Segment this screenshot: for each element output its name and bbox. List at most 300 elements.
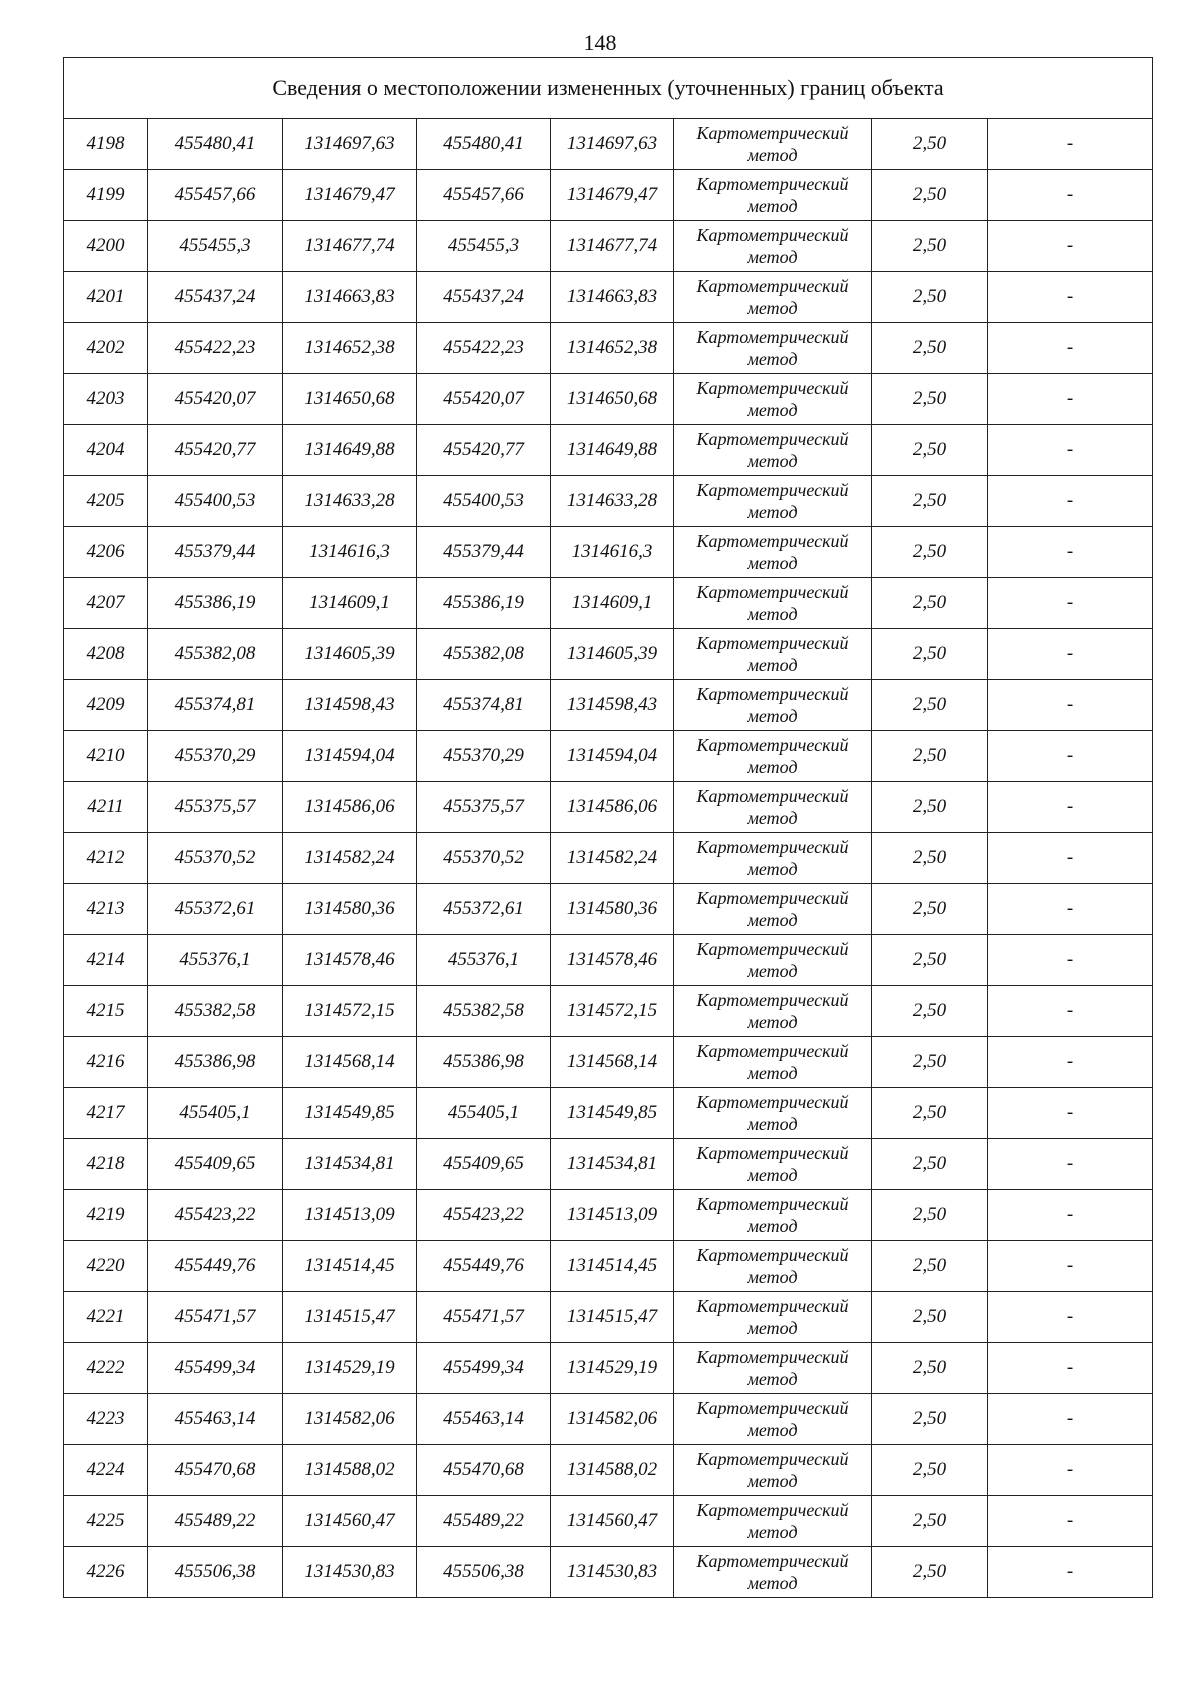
method-text: Картометрический: [696, 378, 849, 398]
accuracy-cell: 2,50: [872, 629, 988, 680]
refined-y-cell: 1314609,1: [551, 578, 674, 629]
note-cell: -: [988, 833, 1153, 884]
refined-x-cell: 455386,19: [417, 578, 551, 629]
accuracy-cell: 2,50: [872, 986, 988, 1037]
method-text: Картометрический: [696, 429, 849, 449]
method-text: Картометрический: [696, 837, 849, 857]
existing-x-cell: 455409,65: [148, 1139, 283, 1190]
refined-y-cell: 1314663,83: [551, 272, 674, 323]
method-text: метод: [747, 400, 798, 420]
table-row: [64, 1445, 1153, 1496]
table-row: [64, 629, 1153, 680]
refined-x-cell: 455405,1: [417, 1088, 551, 1139]
point-number-cell: 4205: [64, 476, 148, 527]
note-cell: -: [988, 374, 1153, 425]
point-number-cell: 4225: [64, 1496, 148, 1547]
point-number-cell: 4211: [64, 782, 148, 833]
method-text: метод: [747, 1318, 798, 1338]
method-cell: [674, 1037, 872, 1088]
note-cell: -: [988, 476, 1153, 527]
refined-x-cell: 455506,38: [417, 1547, 551, 1598]
existing-y-cell: 1314549,85: [283, 1088, 417, 1139]
refined-x-cell: 455400,53: [417, 476, 551, 527]
refined-y-cell: 1314530,83: [551, 1547, 674, 1598]
refined-y-cell: 1314529,19: [551, 1343, 674, 1394]
method-text: метод: [747, 808, 798, 828]
refined-x-cell: 455420,07: [417, 374, 551, 425]
point-number-cell: 4217: [64, 1088, 148, 1139]
method-text: метод: [747, 1063, 798, 1083]
accuracy-cell: 2,50: [872, 731, 988, 782]
existing-x-cell: 455449,76: [148, 1241, 283, 1292]
note-cell: -: [988, 119, 1153, 170]
existing-x-cell: 455375,57: [148, 782, 283, 833]
method-text: метод: [747, 196, 798, 216]
method-text: Картометрический: [696, 1143, 849, 1163]
existing-x-cell: 455423,22: [148, 1190, 283, 1241]
refined-x-cell: 455463,14: [417, 1394, 551, 1445]
method-cell: [674, 1292, 872, 1343]
method-text: метод: [747, 1522, 798, 1542]
table-row: [64, 221, 1153, 272]
point-number-cell: 4216: [64, 1037, 148, 1088]
point-number-cell: 4208: [64, 629, 148, 680]
refined-x-cell: 455382,58: [417, 986, 551, 1037]
refined-y-cell: 1314515,47: [551, 1292, 674, 1343]
point-number-cell: 4221: [64, 1292, 148, 1343]
refined-x-cell: 455374,81: [417, 680, 551, 731]
method-cell: [674, 221, 872, 272]
point-number-cell: 4222: [64, 1343, 148, 1394]
note-cell: -: [988, 323, 1153, 374]
existing-y-cell: 1314515,47: [283, 1292, 417, 1343]
method-text: Картометрический: [696, 1092, 849, 1112]
note-cell: -: [988, 1445, 1153, 1496]
method-text: метод: [747, 757, 798, 777]
accuracy-cell: 2,50: [872, 476, 988, 527]
accuracy-cell: 2,50: [872, 425, 988, 476]
note-cell: -: [988, 731, 1153, 782]
existing-x-cell: 455480,41: [148, 119, 283, 170]
accuracy-cell: 2,50: [872, 1088, 988, 1139]
existing-y-cell: 1314514,45: [283, 1241, 417, 1292]
point-number-cell: 4202: [64, 323, 148, 374]
accuracy-cell: 2,50: [872, 935, 988, 986]
accuracy-cell: 2,50: [872, 1445, 988, 1496]
existing-y-cell: 1314568,14: [283, 1037, 417, 1088]
note-cell: -: [988, 1139, 1153, 1190]
existing-y-cell: 1314605,39: [283, 629, 417, 680]
table-row: [64, 833, 1153, 884]
existing-y-cell: 1314598,43: [283, 680, 417, 731]
note-cell: -: [988, 1547, 1153, 1598]
refined-y-cell: 1314633,28: [551, 476, 674, 527]
method-text: Картометрический: [696, 939, 849, 959]
accuracy-cell: 2,50: [872, 1139, 988, 1190]
existing-x-cell: 455400,53: [148, 476, 283, 527]
existing-y-cell: 1314679,47: [283, 170, 417, 221]
method-cell: [674, 935, 872, 986]
method-text: Картометрический: [696, 225, 849, 245]
note-cell: -: [988, 1496, 1153, 1547]
method-text: метод: [747, 859, 798, 879]
method-cell: [674, 782, 872, 833]
note-cell: -: [988, 425, 1153, 476]
refined-x-cell: 455499,34: [417, 1343, 551, 1394]
refined-y-cell: 1314677,74: [551, 221, 674, 272]
method-cell: [674, 731, 872, 782]
refined-y-cell: 1314594,04: [551, 731, 674, 782]
existing-y-cell: 1314616,3: [283, 527, 417, 578]
point-number-cell: 4200: [64, 221, 148, 272]
method-text: метод: [747, 1114, 798, 1134]
accuracy-cell: 2,50: [872, 221, 988, 272]
existing-x-cell: 455506,38: [148, 1547, 283, 1598]
method-cell: [674, 1445, 872, 1496]
method-text: метод: [747, 247, 798, 267]
table-row: [64, 170, 1153, 221]
method-cell: [674, 629, 872, 680]
method-text: Картометрический: [696, 1041, 849, 1061]
note-cell: -: [988, 629, 1153, 680]
table-row: [64, 1547, 1153, 1598]
method-text: метод: [747, 1267, 798, 1287]
method-cell: [674, 1496, 872, 1547]
method-text: Картометрический: [696, 1347, 849, 1367]
existing-y-cell: 1314652,38: [283, 323, 417, 374]
refined-y-cell: 1314598,43: [551, 680, 674, 731]
existing-y-cell: 1314578,46: [283, 935, 417, 986]
method-cell: [674, 323, 872, 374]
accuracy-cell: 2,50: [872, 1547, 988, 1598]
existing-x-cell: 455405,1: [148, 1088, 283, 1139]
accuracy-cell: 2,50: [872, 1496, 988, 1547]
table-row: [64, 1088, 1153, 1139]
refined-x-cell: 455376,1: [417, 935, 551, 986]
refined-y-cell: 1314582,24: [551, 833, 674, 884]
refined-x-cell: 455372,61: [417, 884, 551, 935]
boundary-coordinates-table: [63, 57, 1153, 1598]
table-row: [64, 1139, 1153, 1190]
method-text: метод: [747, 553, 798, 573]
accuracy-cell: 2,50: [872, 833, 988, 884]
accuracy-cell: 2,50: [872, 170, 988, 221]
method-text: метод: [747, 910, 798, 930]
table-row: [64, 272, 1153, 323]
point-number-cell: 4204: [64, 425, 148, 476]
table-row: [64, 986, 1153, 1037]
method-cell: [674, 1343, 872, 1394]
accuracy-cell: 2,50: [872, 884, 988, 935]
existing-y-cell: 1314529,19: [283, 1343, 417, 1394]
refined-x-cell: 455370,29: [417, 731, 551, 782]
table-row: [64, 578, 1153, 629]
existing-x-cell: 455420,07: [148, 374, 283, 425]
point-number-cell: 4223: [64, 1394, 148, 1445]
point-number-cell: 4215: [64, 986, 148, 1037]
method-cell: [674, 884, 872, 935]
table-row: [64, 323, 1153, 374]
refined-y-cell: 1314582,06: [551, 1394, 674, 1445]
existing-y-cell: 1314582,24: [283, 833, 417, 884]
note-cell: -: [988, 1190, 1153, 1241]
point-number-cell: 4214: [64, 935, 148, 986]
method-cell: [674, 833, 872, 884]
existing-x-cell: 455422,23: [148, 323, 283, 374]
method-text: Картометрический: [696, 582, 849, 602]
refined-y-cell: 1314568,14: [551, 1037, 674, 1088]
existing-x-cell: 455370,52: [148, 833, 283, 884]
note-cell: -: [988, 170, 1153, 221]
refined-y-cell: 1314650,68: [551, 374, 674, 425]
table-row: [64, 731, 1153, 782]
point-number-cell: 4198: [64, 119, 148, 170]
table-row: [64, 1241, 1153, 1292]
method-text: Картометрический: [696, 1398, 849, 1418]
method-cell: [674, 119, 872, 170]
existing-x-cell: 455386,98: [148, 1037, 283, 1088]
existing-x-cell: 455489,22: [148, 1496, 283, 1547]
refined-y-cell: 1314560,47: [551, 1496, 674, 1547]
table-row: [64, 476, 1153, 527]
method-text: Картометрический: [696, 123, 849, 143]
refined-x-cell: 455382,08: [417, 629, 551, 680]
existing-x-cell: 455463,14: [148, 1394, 283, 1445]
method-text: метод: [747, 1369, 798, 1389]
method-text: метод: [747, 706, 798, 726]
table-row: [64, 119, 1153, 170]
method-cell: [674, 170, 872, 221]
refined-y-cell: 1314697,63: [551, 119, 674, 170]
table-title-row: [64, 58, 1153, 119]
method-cell: [674, 1547, 872, 1598]
existing-y-cell: 1314582,06: [283, 1394, 417, 1445]
accuracy-cell: 2,50: [872, 272, 988, 323]
note-cell: -: [988, 986, 1153, 1037]
refined-x-cell: 455422,23: [417, 323, 551, 374]
existing-y-cell: 1314697,63: [283, 119, 417, 170]
refined-y-cell: 1314652,38: [551, 323, 674, 374]
refined-x-cell: 455471,57: [417, 1292, 551, 1343]
method-text: Картометрический: [696, 990, 849, 1010]
method-text: Картометрический: [696, 684, 849, 704]
point-number-cell: 4210: [64, 731, 148, 782]
note-cell: -: [988, 1394, 1153, 1445]
accuracy-cell: 2,50: [872, 119, 988, 170]
note-cell: -: [988, 1292, 1153, 1343]
method-cell: [674, 1241, 872, 1292]
method-text: метод: [747, 1216, 798, 1236]
method-cell: [674, 476, 872, 527]
method-text: метод: [747, 1165, 798, 1185]
note-cell: -: [988, 578, 1153, 629]
method-cell: [674, 1139, 872, 1190]
method-text: Картометрический: [696, 276, 849, 296]
refined-y-cell: 1314578,46: [551, 935, 674, 986]
table-row: [64, 680, 1153, 731]
point-number-cell: 4201: [64, 272, 148, 323]
note-cell: -: [988, 884, 1153, 935]
accuracy-cell: 2,50: [872, 1037, 988, 1088]
method-cell: [674, 272, 872, 323]
method-text: Картометрический: [696, 480, 849, 500]
existing-y-cell: 1314580,36: [283, 884, 417, 935]
accuracy-cell: 2,50: [872, 527, 988, 578]
existing-y-cell: 1314609,1: [283, 578, 417, 629]
existing-y-cell: 1314560,47: [283, 1496, 417, 1547]
table-row: [64, 782, 1153, 833]
note-cell: -: [988, 1241, 1153, 1292]
table-row: [64, 1190, 1153, 1241]
note-cell: -: [988, 1343, 1153, 1394]
method-text: метод: [747, 655, 798, 675]
refined-x-cell: 455437,24: [417, 272, 551, 323]
refined-y-cell: 1314572,15: [551, 986, 674, 1037]
method-cell: [674, 527, 872, 578]
note-cell: -: [988, 272, 1153, 323]
method-text: Картометрический: [696, 1449, 849, 1469]
point-number-cell: 4213: [64, 884, 148, 935]
method-text: метод: [747, 1471, 798, 1491]
refined-y-cell: 1314514,45: [551, 1241, 674, 1292]
refined-x-cell: 455409,65: [417, 1139, 551, 1190]
method-cell: [674, 986, 872, 1037]
existing-x-cell: 455374,81: [148, 680, 283, 731]
method-text: Картометрический: [696, 888, 849, 908]
table-row: [64, 527, 1153, 578]
note-cell: -: [988, 782, 1153, 833]
existing-y-cell: 1314588,02: [283, 1445, 417, 1496]
method-text: метод: [747, 349, 798, 369]
method-text: метод: [747, 604, 798, 624]
method-text: метод: [747, 145, 798, 165]
refined-y-cell: 1314605,39: [551, 629, 674, 680]
refined-y-cell: 1314580,36: [551, 884, 674, 935]
existing-x-cell: 455382,58: [148, 986, 283, 1037]
existing-x-cell: 455471,57: [148, 1292, 283, 1343]
method-text: Картометрический: [696, 1245, 849, 1265]
point-number-cell: 4220: [64, 1241, 148, 1292]
existing-x-cell: 455499,34: [148, 1343, 283, 1394]
existing-x-cell: 455386,19: [148, 578, 283, 629]
refined-x-cell: 455455,3: [417, 221, 551, 272]
table-row: [64, 1292, 1153, 1343]
refined-x-cell: 455420,77: [417, 425, 551, 476]
method-text: Картометрический: [696, 174, 849, 194]
refined-x-cell: 455480,41: [417, 119, 551, 170]
note-cell: -: [988, 221, 1153, 272]
table-row: [64, 1343, 1153, 1394]
existing-y-cell: 1314650,68: [283, 374, 417, 425]
refined-x-cell: 455386,98: [417, 1037, 551, 1088]
existing-x-cell: 455455,3: [148, 221, 283, 272]
method-text: метод: [747, 1573, 798, 1593]
refined-x-cell: 455379,44: [417, 527, 551, 578]
refined-x-cell: 455423,22: [417, 1190, 551, 1241]
point-number-cell: 4209: [64, 680, 148, 731]
method-text: Картометрический: [696, 1194, 849, 1214]
method-text: Картометрический: [696, 1500, 849, 1520]
accuracy-cell: 2,50: [872, 1292, 988, 1343]
method-text: метод: [747, 961, 798, 981]
method-cell: [674, 374, 872, 425]
method-text: Картометрический: [696, 531, 849, 551]
table-row: [64, 1496, 1153, 1547]
method-cell: [674, 1394, 872, 1445]
accuracy-cell: 2,50: [872, 323, 988, 374]
existing-y-cell: 1314513,09: [283, 1190, 417, 1241]
method-text: Картометрический: [696, 633, 849, 653]
existing-y-cell: 1314572,15: [283, 986, 417, 1037]
method-text: метод: [747, 1420, 798, 1440]
existing-y-cell: 1314633,28: [283, 476, 417, 527]
method-cell: [674, 578, 872, 629]
point-number-cell: 4207: [64, 578, 148, 629]
method-cell: [674, 1088, 872, 1139]
table-row: [64, 425, 1153, 476]
refined-y-cell: 1314586,06: [551, 782, 674, 833]
refined-y-cell: 1314513,09: [551, 1190, 674, 1241]
note-cell: -: [988, 1037, 1153, 1088]
table-row: [64, 884, 1153, 935]
existing-y-cell: 1314649,88: [283, 425, 417, 476]
method-cell: [674, 680, 872, 731]
point-number-cell: 4218: [64, 1139, 148, 1190]
existing-x-cell: 455470,68: [148, 1445, 283, 1496]
existing-x-cell: 455370,29: [148, 731, 283, 782]
existing-x-cell: 455457,66: [148, 170, 283, 221]
method-text: Картометрический: [696, 786, 849, 806]
method-text: Картометрический: [696, 1551, 849, 1571]
method-cell: [674, 1190, 872, 1241]
refined-y-cell: 1314649,88: [551, 425, 674, 476]
method-text: метод: [747, 298, 798, 318]
existing-x-cell: 455382,08: [148, 629, 283, 680]
existing-y-cell: 1314594,04: [283, 731, 417, 782]
method-text: Картометрический: [696, 1296, 849, 1316]
existing-x-cell: 455376,1: [148, 935, 283, 986]
refined-y-cell: 1314588,02: [551, 1445, 674, 1496]
method-text: Картометрический: [696, 735, 849, 755]
accuracy-cell: 2,50: [872, 1394, 988, 1445]
note-cell: -: [988, 935, 1153, 986]
accuracy-cell: 2,50: [872, 680, 988, 731]
existing-x-cell: 455372,61: [148, 884, 283, 935]
refined-x-cell: 455449,76: [417, 1241, 551, 1292]
method-text: Картометрический: [696, 327, 849, 347]
note-cell: -: [988, 527, 1153, 578]
point-number-cell: 4206: [64, 527, 148, 578]
refined-x-cell: 455470,68: [417, 1445, 551, 1496]
point-number-cell: 4224: [64, 1445, 148, 1496]
table-row: [64, 935, 1153, 986]
note-cell: -: [988, 1088, 1153, 1139]
refined-x-cell: 455457,66: [417, 170, 551, 221]
method-text: метод: [747, 451, 798, 471]
accuracy-cell: 2,50: [872, 1190, 988, 1241]
accuracy-cell: 2,50: [872, 782, 988, 833]
table-row: [64, 1394, 1153, 1445]
refined-x-cell: 455370,52: [417, 833, 551, 884]
refined-y-cell: 1314616,3: [551, 527, 674, 578]
accuracy-cell: 2,50: [872, 1343, 988, 1394]
refined-y-cell: 1314679,47: [551, 170, 674, 221]
refined-x-cell: 455375,57: [417, 782, 551, 833]
table-row: [64, 374, 1153, 425]
page-number: 148: [583, 30, 617, 55]
refined-x-cell: 455489,22: [417, 1496, 551, 1547]
method-text: метод: [747, 1012, 798, 1032]
